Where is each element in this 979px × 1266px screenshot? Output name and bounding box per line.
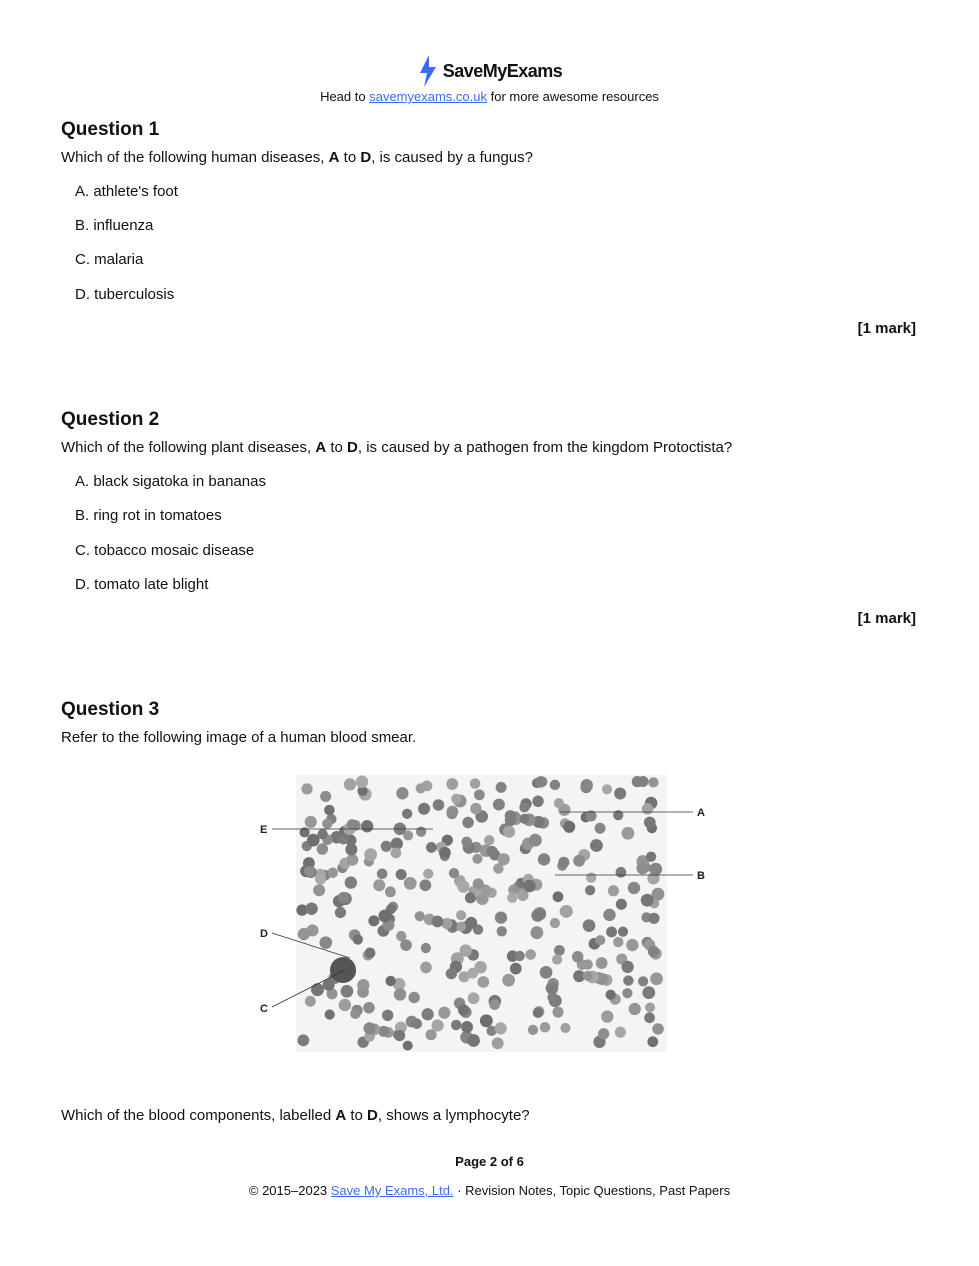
q-text: , shows a lymphocyte? [377, 1107, 530, 1124]
red-blood-cell [529, 834, 542, 847]
red-blood-cell [305, 816, 317, 828]
red-blood-cell [415, 911, 425, 921]
tagline-post: for more awesome resources [486, 89, 659, 104]
red-blood-cell [317, 843, 328, 854]
red-blood-cell [470, 803, 481, 814]
question-2-title: Question 2 [61, 409, 160, 430]
red-blood-cell [603, 909, 615, 921]
red-blood-cell [433, 799, 445, 811]
red-blood-cell [307, 834, 320, 847]
q-bold: D [347, 439, 358, 456]
question-2-text [61, 439, 732, 456]
red-blood-cell [361, 820, 373, 832]
red-blood-cell [403, 1041, 413, 1051]
red-blood-cell [421, 943, 431, 953]
red-blood-cell [446, 778, 458, 790]
red-blood-cell [468, 992, 480, 1004]
red-blood-cell [486, 846, 497, 857]
red-blood-cell [560, 1023, 570, 1033]
red-blood-cell [648, 913, 659, 924]
red-blood-cell [391, 847, 402, 858]
q-bold: A [315, 439, 327, 456]
option-d[interactable]: D. tomato late blight [75, 576, 209, 593]
marks-label: [1 mark] [857, 320, 916, 337]
red-blood-cell [649, 863, 662, 876]
red-blood-cell [493, 799, 505, 811]
red-blood-cell [304, 866, 314, 876]
red-blood-cell [368, 915, 379, 926]
red-blood-cell [396, 787, 408, 799]
lightning-bolt-icon [417, 55, 439, 87]
red-blood-cell [357, 979, 369, 991]
red-blood-cell [644, 1012, 655, 1023]
red-blood-cell [363, 1002, 375, 1014]
red-blood-cell [621, 961, 633, 973]
red-blood-cell [313, 884, 325, 896]
red-blood-cell [338, 834, 348, 844]
red-blood-cell [596, 957, 608, 969]
red-blood-cell [550, 780, 560, 790]
option-a[interactable]: A. black sigatoka in bananas [75, 473, 266, 490]
red-blood-cell [636, 862, 648, 874]
option-c[interactable]: C. malaria [75, 251, 144, 268]
red-blood-cell [616, 899, 627, 910]
red-blood-cell [400, 939, 412, 951]
red-blood-cell [525, 949, 536, 960]
red-blood-cell [462, 817, 473, 828]
red-blood-cell [523, 880, 536, 893]
red-blood-cell [467, 968, 478, 979]
red-blood-cell [396, 869, 407, 880]
red-blood-cell [420, 962, 432, 974]
red-blood-cell [473, 878, 484, 889]
red-blood-cell [646, 852, 656, 862]
red-blood-cell [324, 805, 335, 816]
red-blood-cell [492, 1037, 504, 1049]
red-blood-cell [489, 999, 500, 1010]
red-blood-cell [648, 946, 659, 957]
white-blood-cell [330, 957, 356, 983]
red-blood-cell [628, 882, 640, 894]
red-blood-cell [645, 1002, 655, 1012]
red-blood-cell [496, 782, 507, 793]
question-3-intro: Refer to the following image of a human blood smear. [61, 729, 417, 746]
red-blood-cell [350, 1009, 360, 1019]
question-3-text [61, 1107, 530, 1124]
blood-smear-image [296, 775, 667, 1052]
red-blood-cell [451, 1020, 462, 1031]
red-blood-cell [595, 935, 605, 945]
red-blood-cell [432, 916, 444, 928]
red-blood-cell [552, 954, 562, 964]
option-b[interactable]: B. influenza [75, 217, 154, 234]
red-blood-cell [519, 802, 529, 812]
red-blood-cell [563, 821, 575, 833]
page-number: Page 2 of 6 [455, 1154, 524, 1169]
red-blood-cell [356, 776, 369, 789]
red-blood-cell [615, 1027, 626, 1038]
red-blood-cell [347, 819, 357, 829]
red-blood-cell [404, 877, 417, 890]
option-c[interactable]: C. tobacco mosaic disease [75, 542, 255, 559]
red-blood-cell [365, 948, 376, 959]
q-text: to [346, 1107, 368, 1124]
option-b[interactable]: B. ring rot in tomatoes [75, 507, 222, 524]
red-blood-cell [322, 819, 332, 829]
tagline-pre: Head to [320, 89, 370, 104]
red-blood-cell [339, 999, 351, 1011]
red-blood-cell [583, 959, 593, 969]
red-blood-cell [573, 855, 585, 867]
red-blood-cell [449, 868, 459, 878]
red-blood-cell [422, 780, 433, 791]
red-blood-cell [554, 798, 564, 808]
red-blood-cell [621, 827, 634, 840]
red-blood-cell [457, 880, 469, 892]
red-blood-cell [641, 894, 654, 907]
red-blood-cell [598, 1028, 609, 1039]
red-blood-cell [540, 1022, 551, 1033]
red-blood-cell [301, 783, 312, 794]
red-blood-cell [644, 817, 656, 829]
copy-pre: © 2015–2023 [248, 1183, 331, 1198]
figure-label-e: E [260, 824, 268, 836]
red-blood-cell [554, 945, 565, 956]
red-blood-cell [540, 966, 553, 979]
red-blood-cell [503, 826, 515, 838]
red-blood-cell [590, 839, 603, 852]
red-blood-cell [532, 796, 543, 807]
red-blood-cell [595, 823, 606, 834]
marks-label: [1 mark] [857, 610, 916, 627]
figure-label-c: C [260, 1003, 268, 1015]
q-bold: D [367, 1107, 378, 1124]
red-blood-cell [422, 1008, 434, 1020]
red-blood-cell [585, 885, 595, 895]
red-blood-cell [535, 776, 546, 787]
red-blood-cell [642, 986, 655, 999]
footer-link[interactable]: Save My Exams, Ltd. [330, 1183, 454, 1198]
blood-smear-figure [255, 770, 715, 1060]
red-blood-cell [626, 939, 638, 951]
red-blood-cell [497, 926, 507, 936]
red-blood-cell [472, 854, 482, 864]
red-blood-cell [335, 907, 346, 918]
red-blood-cell [470, 778, 481, 789]
red-blood-cell [460, 944, 472, 956]
red-blood-cell [601, 1010, 613, 1022]
red-blood-cell [467, 1034, 480, 1047]
red-blood-cell [394, 1030, 405, 1041]
red-blood-cell [546, 982, 559, 995]
red-blood-cell [497, 853, 509, 865]
red-blood-cell [416, 827, 426, 837]
red-blood-cell [614, 787, 626, 799]
red-blood-cell [553, 1007, 564, 1018]
red-blood-cell [319, 936, 332, 949]
red-blood-cell [458, 1004, 469, 1015]
red-blood-cell [461, 837, 472, 848]
red-blood-cell [477, 976, 489, 988]
q-bold: D [360, 149, 372, 166]
red-blood-cell [364, 848, 377, 861]
red-blood-cell [438, 1007, 450, 1019]
footer-copyright [0, 1183, 979, 1198]
red-blood-cell [346, 854, 358, 866]
red-blood-cell [320, 791, 331, 802]
red-blood-cell [550, 918, 560, 928]
red-blood-cell [581, 779, 593, 791]
red-blood-cell [341, 985, 354, 998]
red-blood-cell [425, 1029, 436, 1040]
red-blood-cell [426, 842, 437, 853]
question-1-text [61, 149, 533, 166]
red-blood-cell [632, 776, 643, 787]
q-text: , is caused by a pathogen from the kingdom Protoctista? [357, 439, 733, 456]
red-blood-cell [613, 937, 623, 947]
red-blood-cell [456, 910, 466, 920]
question-1-title: Question 1 [61, 119, 160, 140]
red-blood-cell [533, 1007, 544, 1018]
red-blood-cell [484, 835, 494, 845]
red-blood-cell [558, 857, 569, 868]
red-blood-cell [642, 803, 653, 814]
red-blood-cell [530, 926, 543, 939]
red-blood-cell [505, 810, 516, 821]
red-blood-cell [382, 1010, 393, 1021]
site-link[interactable]: savemyexams.co.uk [369, 89, 487, 104]
red-blood-cell [311, 983, 324, 996]
red-blood-cell [647, 1036, 658, 1047]
red-blood-cell [586, 872, 596, 882]
red-blood-cell [408, 992, 419, 1003]
red-blood-cell [456, 922, 466, 932]
red-blood-cell [297, 1034, 309, 1046]
figure-label-b: B [697, 870, 705, 882]
q-bold: A [335, 1107, 347, 1124]
question-3-title: Question 3 [61, 699, 160, 720]
red-blood-cell [528, 1025, 538, 1035]
red-blood-cell [480, 1014, 493, 1027]
red-blood-cell [608, 885, 619, 896]
red-blood-cell [338, 892, 350, 904]
red-blood-cell [439, 847, 451, 859]
red-blood-cell [305, 996, 316, 1007]
red-blood-cell [394, 988, 406, 1000]
red-blood-cell [420, 879, 432, 891]
red-blood-cell [353, 934, 363, 944]
red-blood-cell [507, 893, 517, 903]
red-blood-cell [474, 789, 485, 800]
q-text: Which of the following human diseases, [61, 149, 329, 166]
red-blood-cell [446, 968, 457, 979]
red-blood-cell [345, 876, 357, 888]
red-blood-cell [345, 843, 357, 855]
red-blood-cell [602, 784, 612, 794]
red-blood-cell [402, 809, 412, 819]
red-blood-cell [461, 1021, 473, 1033]
q-text: , is caused by a fungus? [371, 149, 533, 166]
figure-label-a: A [697, 807, 705, 819]
red-blood-cell [606, 990, 616, 1000]
red-blood-cell [381, 841, 392, 852]
red-blood-cell [560, 905, 573, 918]
red-blood-cell [616, 867, 627, 878]
tagline [0, 89, 979, 104]
figure-label-d: D [260, 928, 268, 940]
red-blood-cell [650, 972, 663, 985]
red-blood-cell [502, 974, 515, 987]
q-text: to [339, 149, 361, 166]
red-blood-cell [618, 927, 628, 937]
red-blood-cell [418, 803, 430, 815]
logo[interactable] [0, 55, 979, 87]
red-blood-cell [622, 988, 632, 998]
option-d[interactable]: D. tuberculosis [75, 286, 175, 303]
red-blood-cell [538, 853, 550, 865]
red-blood-cell [298, 928, 310, 940]
red-blood-cell [534, 908, 546, 920]
red-blood-cell [652, 1023, 664, 1035]
red-blood-cell [606, 926, 617, 937]
red-blood-cell [519, 814, 529, 824]
copy-post: · Revision Notes, Topic Questions, Past Papers [453, 1183, 731, 1198]
red-blood-cell [305, 902, 317, 914]
red-blood-cell [385, 976, 395, 986]
red-blood-cell [325, 1009, 335, 1019]
red-blood-cell [553, 891, 564, 902]
red-blood-cell [327, 868, 337, 878]
red-blood-cell [515, 951, 525, 961]
red-blood-cell [344, 778, 356, 790]
red-blood-cell [495, 1022, 507, 1034]
red-blood-cell [583, 971, 593, 981]
red-blood-cell [465, 917, 477, 929]
q-text: Which of the blood components, labelled [61, 1107, 336, 1124]
red-blood-cell [495, 911, 507, 923]
red-blood-cell [638, 976, 648, 986]
q-bold: A [328, 149, 340, 166]
red-blood-cell [572, 951, 583, 962]
red-blood-cell [423, 869, 433, 879]
red-blood-cell [446, 808, 457, 819]
red-blood-cell [379, 910, 392, 923]
red-blood-cell [373, 879, 385, 891]
red-blood-cell [623, 975, 633, 985]
red-blood-cell [377, 869, 388, 880]
red-blood-cell [510, 963, 522, 975]
red-blood-cell [363, 1022, 375, 1034]
red-blood-cell [629, 1003, 641, 1015]
brand-name: SaveMyExams [442, 60, 563, 81]
red-blood-cell [451, 794, 461, 804]
q-text: to [326, 439, 348, 456]
red-blood-cell [385, 886, 396, 897]
red-blood-cell [583, 919, 596, 932]
option-a[interactable]: A. athlete's foot [75, 183, 178, 200]
q-text: Which of the following plant diseases, [61, 439, 316, 456]
red-blood-cell [648, 777, 658, 787]
red-blood-cell [411, 1018, 422, 1029]
